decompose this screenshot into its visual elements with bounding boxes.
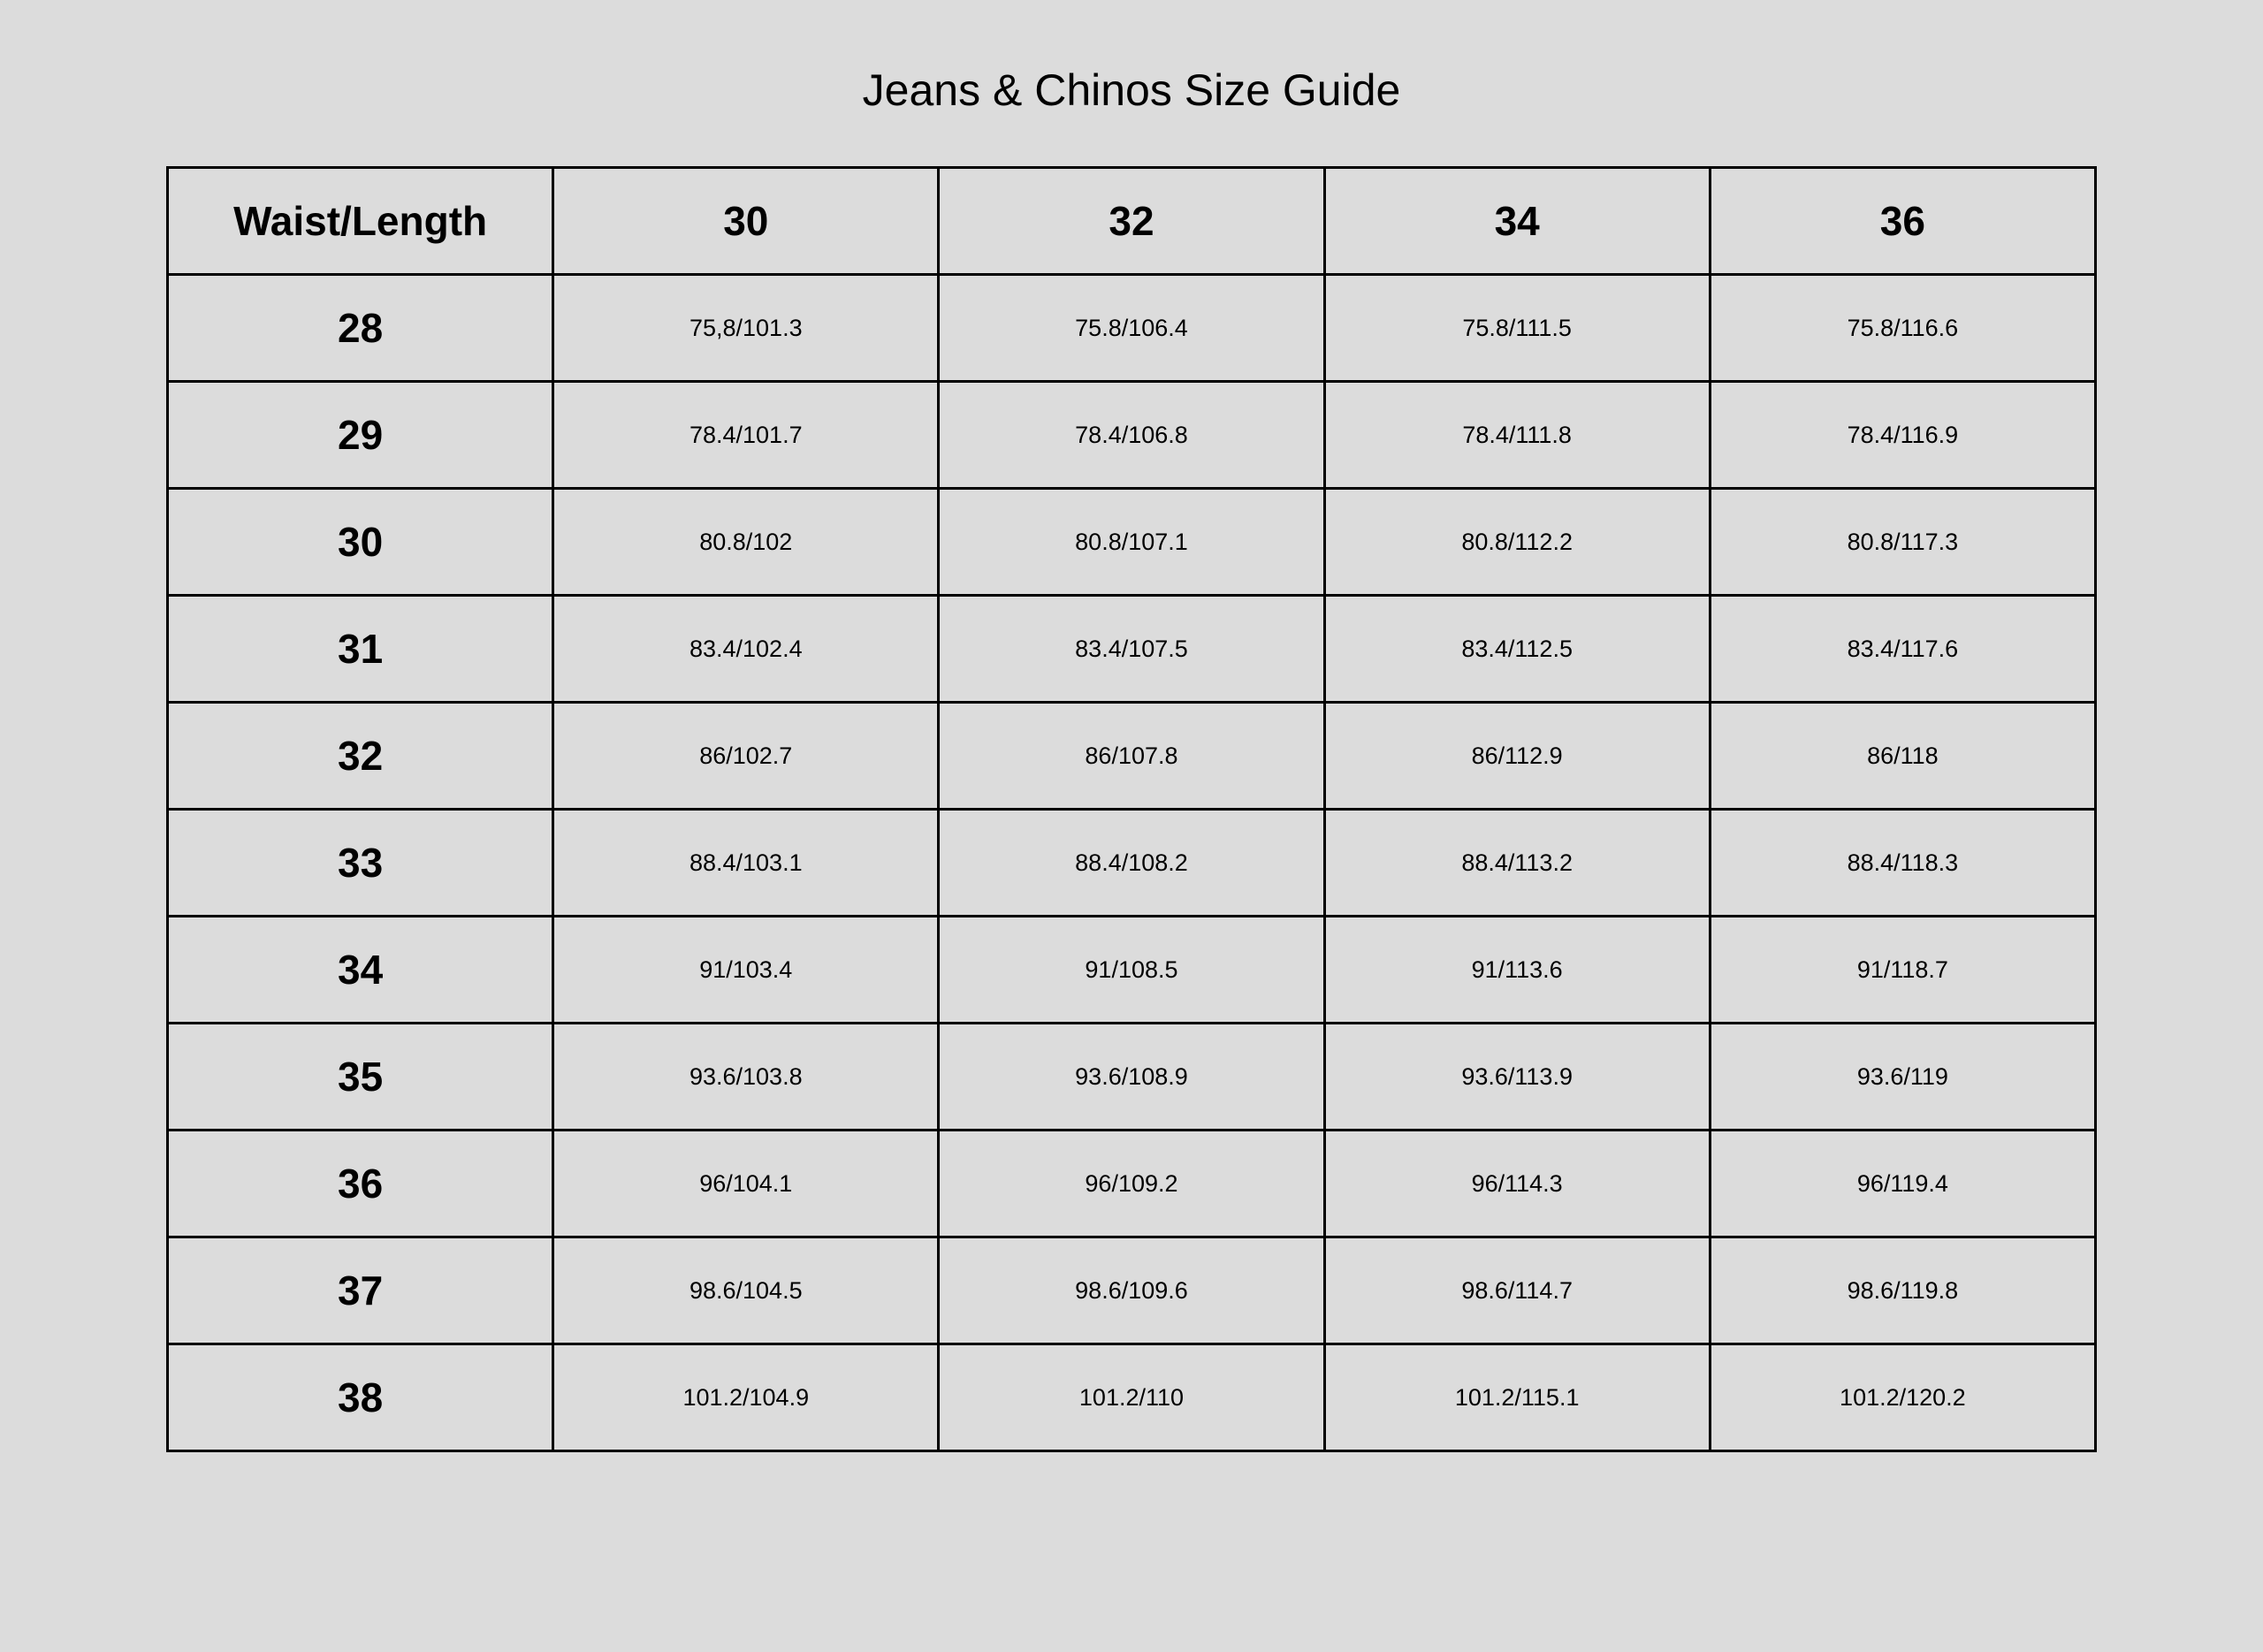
table-cell: 101.2/110 <box>939 1344 1324 1451</box>
table-cell: 86/102.7 <box>553 703 939 810</box>
table-cell: 98.6/109.6 <box>939 1237 1324 1344</box>
table-cell: 78.4/111.8 <box>1324 382 1710 489</box>
table-row <box>168 1237 2096 1344</box>
table-cell: 101.2/120.2 <box>1710 1344 2095 1451</box>
table-row <box>168 489 2096 596</box>
table-cell: 91/118.7 <box>1710 917 2095 1024</box>
table-cell: 96/104.1 <box>553 1131 939 1237</box>
table-cell: 83.4/112.5 <box>1324 596 1710 703</box>
table-cell: 83.4/117.6 <box>1710 596 2095 703</box>
table-header-row <box>168 168 2096 275</box>
table-cell: 75.8/106.4 <box>939 275 1324 382</box>
table-cell: 101.2/104.9 <box>553 1344 939 1451</box>
row-header-waist: 31 <box>168 596 553 703</box>
row-header-waist: 33 <box>168 810 553 917</box>
table-row <box>168 1131 2096 1237</box>
table-cell: 101.2/115.1 <box>1324 1344 1710 1451</box>
corner-header: Waist/Length <box>168 168 553 275</box>
table-cell: 96/109.2 <box>939 1131 1324 1237</box>
table-cell: 91/108.5 <box>939 917 1324 1024</box>
table-row <box>168 1344 2096 1451</box>
table-cell: 75.8/111.5 <box>1324 275 1710 382</box>
table-cell: 86/118 <box>1710 703 2095 810</box>
table-cell: 98.6/119.8 <box>1710 1237 2095 1344</box>
table-cell: 83.4/102.4 <box>553 596 939 703</box>
table-cell: 88.4/103.1 <box>553 810 939 917</box>
table-cell: 83.4/107.5 <box>939 596 1324 703</box>
table-cell: 91/103.4 <box>553 917 939 1024</box>
table-row <box>168 917 2096 1024</box>
table-cell: 98.6/104.5 <box>553 1237 939 1344</box>
row-header-waist: 35 <box>168 1024 553 1131</box>
table-cell: 86/107.8 <box>939 703 1324 810</box>
table-row <box>168 810 2096 917</box>
table-cell: 80.8/117.3 <box>1710 489 2095 596</box>
table-cell: 80.8/102 <box>553 489 939 596</box>
column-header-32: 32 <box>939 168 1324 275</box>
table-cell: 80.8/107.1 <box>939 489 1324 596</box>
table-body <box>168 275 2096 1451</box>
table-row <box>168 382 2096 489</box>
table-cell: 75,8/101.3 <box>553 275 939 382</box>
table-cell: 80.8/112.2 <box>1324 489 1710 596</box>
table-cell: 91/113.6 <box>1324 917 1710 1024</box>
table-cell: 78.4/116.9 <box>1710 382 2095 489</box>
column-header-36: 36 <box>1710 168 2095 275</box>
row-header-waist: 29 <box>168 382 553 489</box>
size-guide-table <box>166 166 2097 1452</box>
table-cell: 93.6/119 <box>1710 1024 2095 1131</box>
table-cell: 86/112.9 <box>1324 703 1710 810</box>
table-cell: 96/119.4 <box>1710 1131 2095 1237</box>
row-header-waist: 37 <box>168 1237 553 1344</box>
table-cell: 93.6/113.9 <box>1324 1024 1710 1131</box>
table-cell: 75.8/116.6 <box>1710 275 2095 382</box>
row-header-waist: 38 <box>168 1344 553 1451</box>
table-row <box>168 703 2096 810</box>
row-header-waist: 30 <box>168 489 553 596</box>
column-header-34: 34 <box>1324 168 1710 275</box>
page-title: Jeans & Chinos Size Guide <box>862 65 1401 115</box>
column-header-30: 30 <box>553 168 939 275</box>
table-row <box>168 1024 2096 1131</box>
row-header-waist: 36 <box>168 1131 553 1237</box>
table-row <box>168 275 2096 382</box>
table-cell: 78.4/101.7 <box>553 382 939 489</box>
table-cell: 96/114.3 <box>1324 1131 1710 1237</box>
table-cell: 98.6/114.7 <box>1324 1237 1710 1344</box>
table-cell: 88.4/113.2 <box>1324 810 1710 917</box>
table-row <box>168 596 2096 703</box>
row-header-waist: 34 <box>168 917 553 1024</box>
table-cell: 88.4/108.2 <box>939 810 1324 917</box>
row-header-waist: 32 <box>168 703 553 810</box>
table-cell: 88.4/118.3 <box>1710 810 2095 917</box>
table-cell: 93.6/108.9 <box>939 1024 1324 1131</box>
row-header-waist: 28 <box>168 275 553 382</box>
table-cell: 78.4/106.8 <box>939 382 1324 489</box>
table-cell: 93.6/103.8 <box>553 1024 939 1131</box>
